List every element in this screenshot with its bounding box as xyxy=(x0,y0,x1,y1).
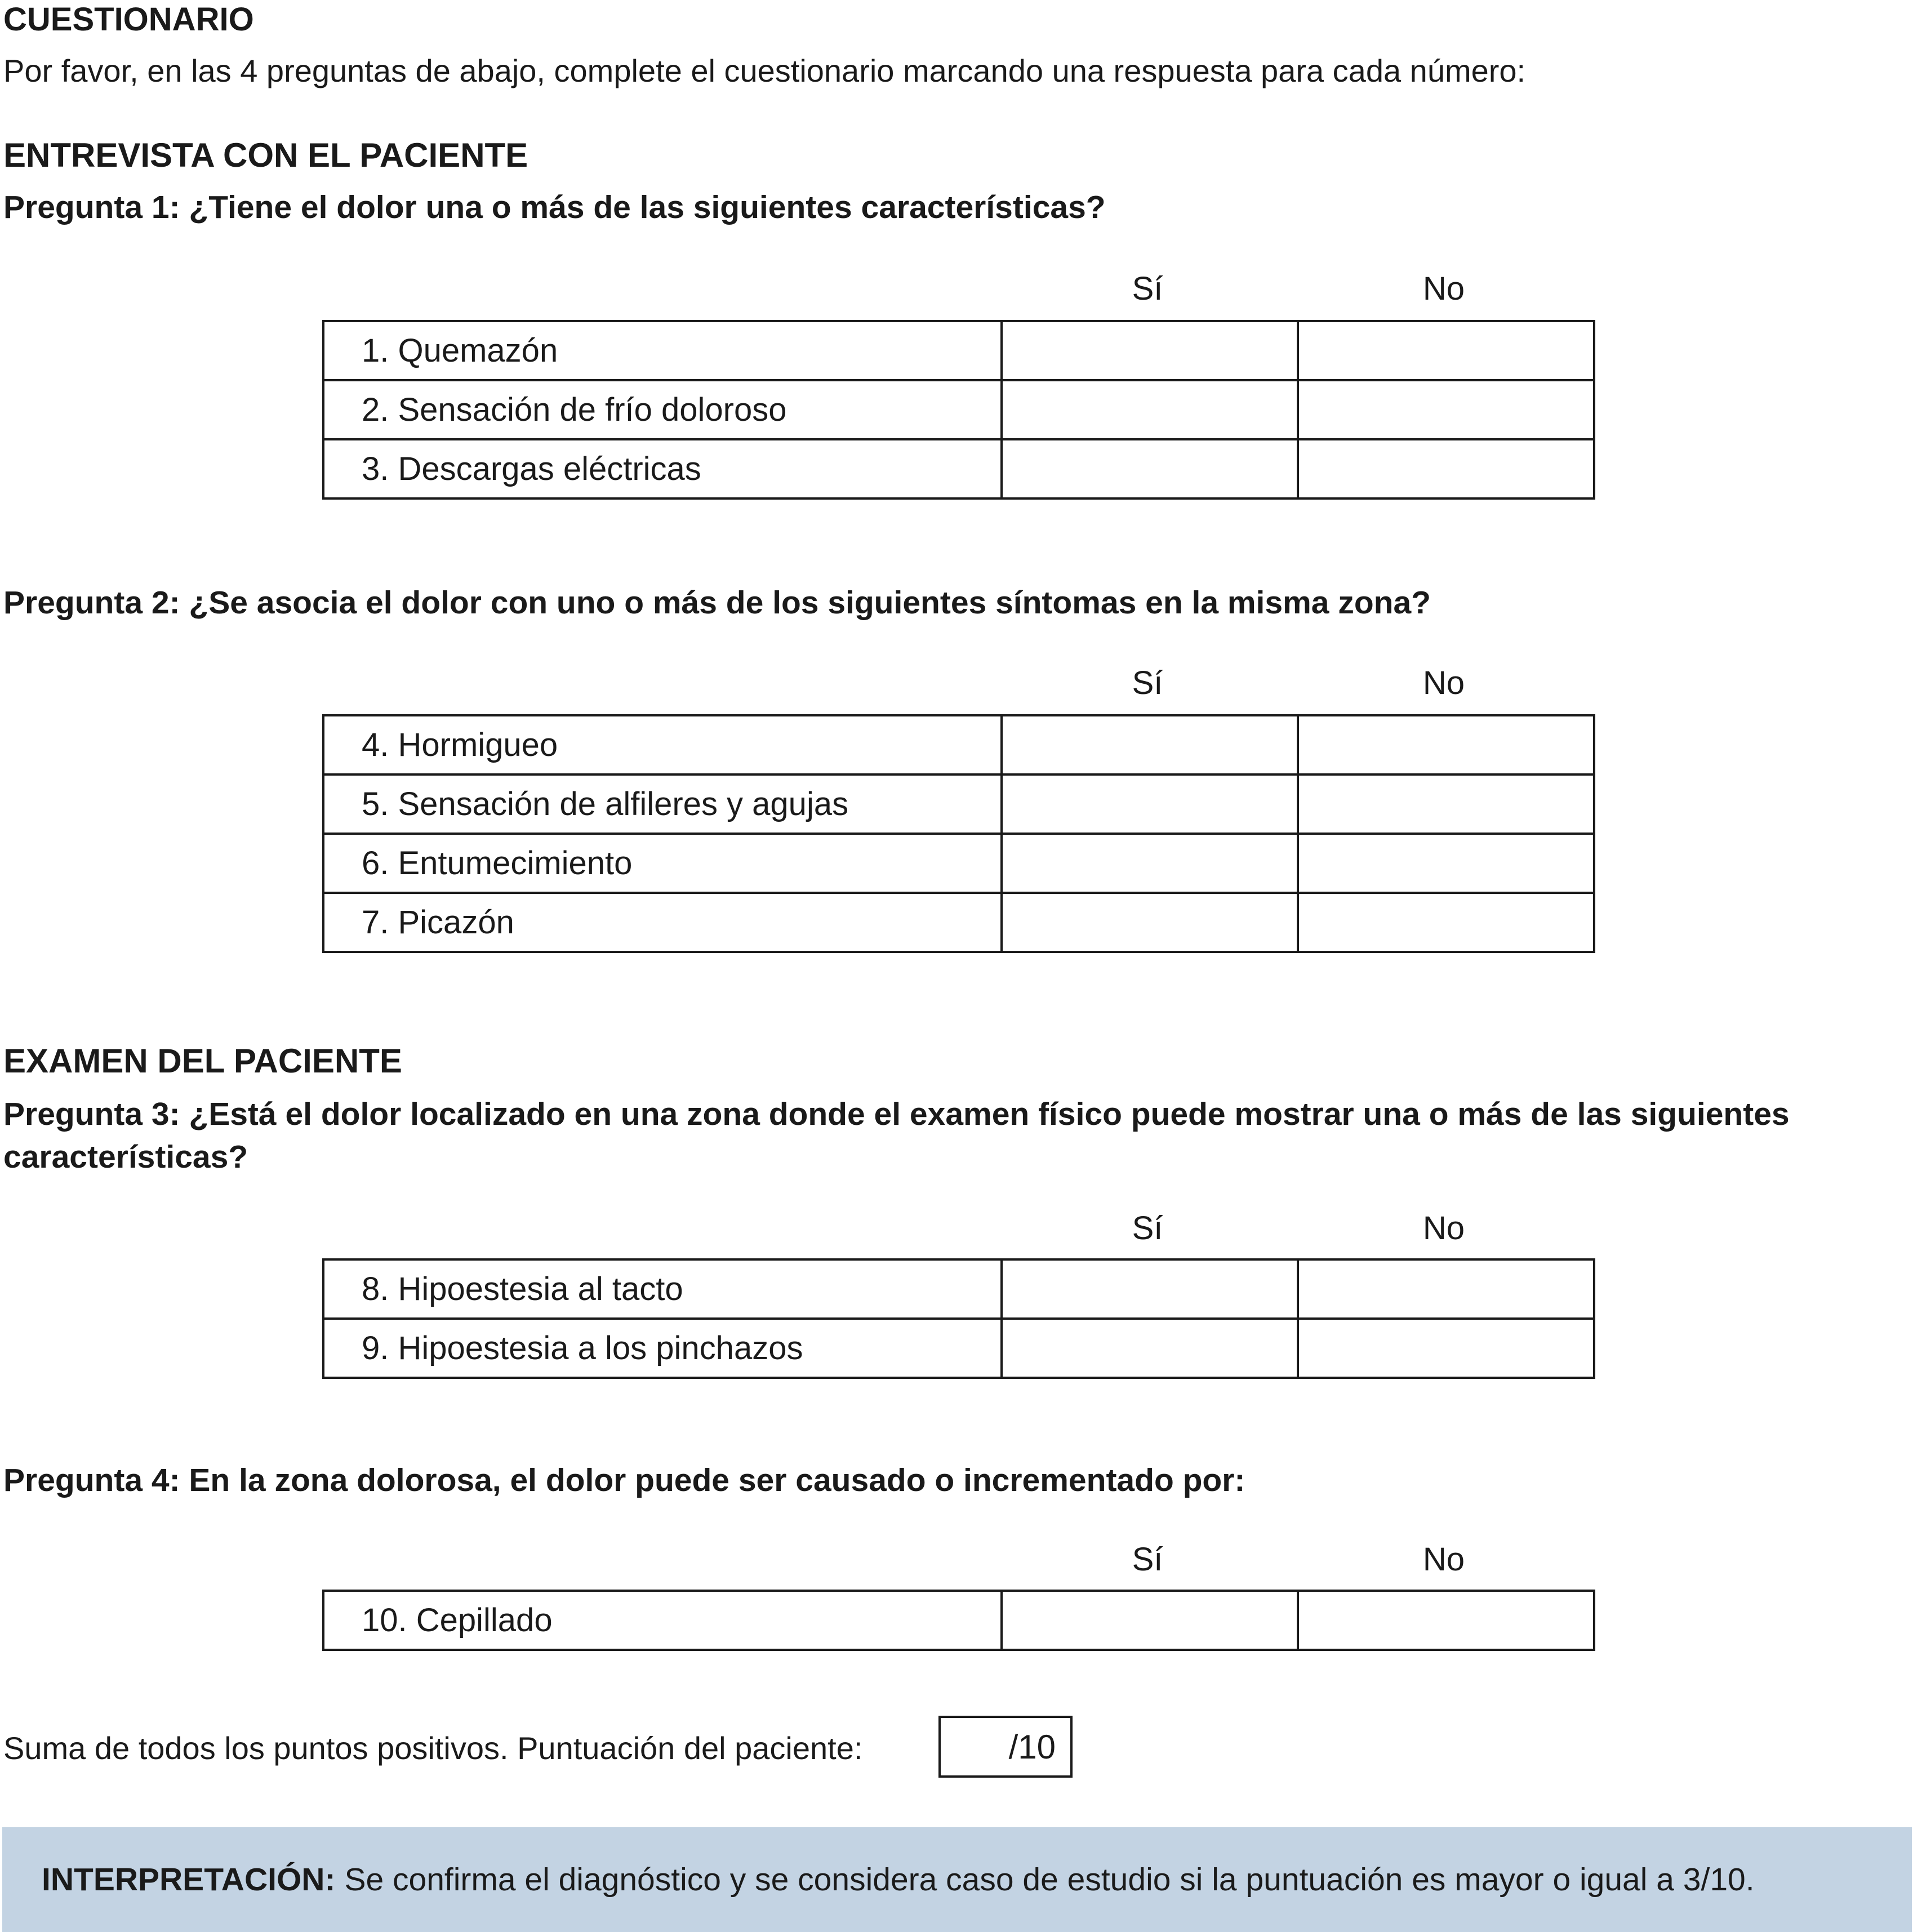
yes-checkbox[interactable] xyxy=(1002,380,1298,439)
interpretation-label: INTERPRETACIÓN: xyxy=(42,1862,336,1898)
no-checkbox[interactable] xyxy=(1298,1259,1594,1319)
item-label: 5. Sensación de alfileres y agujas xyxy=(323,774,1002,834)
no-checkbox[interactable] xyxy=(1298,1319,1594,1378)
question-2-text: Pregunta 2: ¿Se asocia el dolor con uno o más de los siguientes síntomas en la misma zona? xyxy=(3,585,1431,621)
no-checkbox[interactable] xyxy=(1298,834,1594,893)
answer-row xyxy=(323,380,1594,439)
answer-row xyxy=(323,1319,1594,1378)
no-checkbox[interactable] xyxy=(1298,321,1594,380)
question-2-table xyxy=(322,714,1595,953)
yes-checkbox[interactable] xyxy=(1002,1591,1298,1650)
yes-checkbox[interactable] xyxy=(1002,1259,1298,1319)
section-heading-interview: ENTREVISTA CON EL PACIENTE xyxy=(3,136,528,174)
yes-checkbox[interactable] xyxy=(1002,893,1298,952)
no-checkbox[interactable] xyxy=(1298,380,1594,439)
yes-checkbox[interactable] xyxy=(1002,834,1298,893)
question-3-table xyxy=(322,1258,1595,1379)
answer-row xyxy=(323,715,1594,774)
no-checkbox[interactable] xyxy=(1298,439,1594,498)
item-label: 8. Hipoestesia al tacto xyxy=(323,1259,1002,1319)
item-label: 4. Hormigueo xyxy=(323,715,1002,774)
column-no-label: No xyxy=(1422,1210,1465,1247)
item-label: 1. Quemazón xyxy=(323,321,1002,380)
page-title: CUESTIONARIO xyxy=(3,1,254,38)
answer-row xyxy=(323,1259,1594,1319)
answer-row xyxy=(323,1591,1594,1650)
yes-checkbox[interactable] xyxy=(1002,715,1298,774)
item-label: 6. Entumecimiento xyxy=(323,834,1002,893)
score-field[interactable] xyxy=(938,1716,1073,1778)
column-yes-label: Sí xyxy=(1132,665,1163,701)
question-1-text: Pregunta 1: ¿Tiene el dolor una o más de las siguientes características? xyxy=(3,189,1106,225)
item-label: 9. Hipoestesia a los pinchazos xyxy=(323,1319,1002,1378)
item-label: 7. Picazón xyxy=(323,893,1002,952)
answer-row xyxy=(323,321,1594,380)
interpretation-banner xyxy=(2,1827,1912,1932)
question-4-text: Pregunta 4: En la zona dolorosa, el dolor puede ser causado o incrementado por: xyxy=(3,1462,1245,1498)
answer-row xyxy=(323,774,1594,834)
column-yes-label: Sí xyxy=(1132,1210,1163,1247)
score-label: Suma de todos los puntos positivos. Puntuación del paciente: xyxy=(3,1730,863,1766)
interpretation-text: Se confirma el diagnóstico y se considera caso de estudio si la puntuación es mayor o igual a 3/10. xyxy=(344,1862,1755,1898)
column-no-label: No xyxy=(1422,665,1465,701)
question-1-table xyxy=(322,320,1595,500)
column-yes-label: Sí xyxy=(1132,1541,1163,1578)
answer-row xyxy=(323,893,1594,952)
yes-checkbox[interactable] xyxy=(1002,1319,1298,1378)
no-checkbox[interactable] xyxy=(1298,774,1594,834)
item-label: 10. Cepillado xyxy=(323,1591,1002,1650)
answer-row xyxy=(323,439,1594,498)
score-denominator: /10 xyxy=(1008,1728,1056,1766)
yes-checkbox[interactable] xyxy=(1002,439,1298,498)
item-label: 3. Descargas eléctricas xyxy=(323,439,1002,498)
no-checkbox[interactable] xyxy=(1298,893,1594,952)
column-no-label: No xyxy=(1422,1541,1465,1578)
no-checkbox[interactable] xyxy=(1298,1591,1594,1650)
column-yes-label: Sí xyxy=(1132,270,1163,307)
question-3-text: Pregunta 3: ¿Está el dolor localizado en una zona donde el examen físico puede mostrar una o más de las siguientes características? xyxy=(3,1096,1790,1175)
item-label: 2. Sensación de frío doloroso xyxy=(323,380,1002,439)
instructions-text: Por favor, en las 4 preguntas de abajo, complete el cuestionario marcando una respuesta para cada número: xyxy=(3,53,1526,88)
column-no-label: No xyxy=(1422,270,1465,307)
no-checkbox[interactable] xyxy=(1298,715,1594,774)
section-heading-exam: EXAMEN DEL PACIENTE xyxy=(3,1042,402,1080)
yes-checkbox[interactable] xyxy=(1002,774,1298,834)
answer-row xyxy=(323,834,1594,893)
question-4-table xyxy=(322,1590,1595,1651)
yes-checkbox[interactable] xyxy=(1002,321,1298,380)
